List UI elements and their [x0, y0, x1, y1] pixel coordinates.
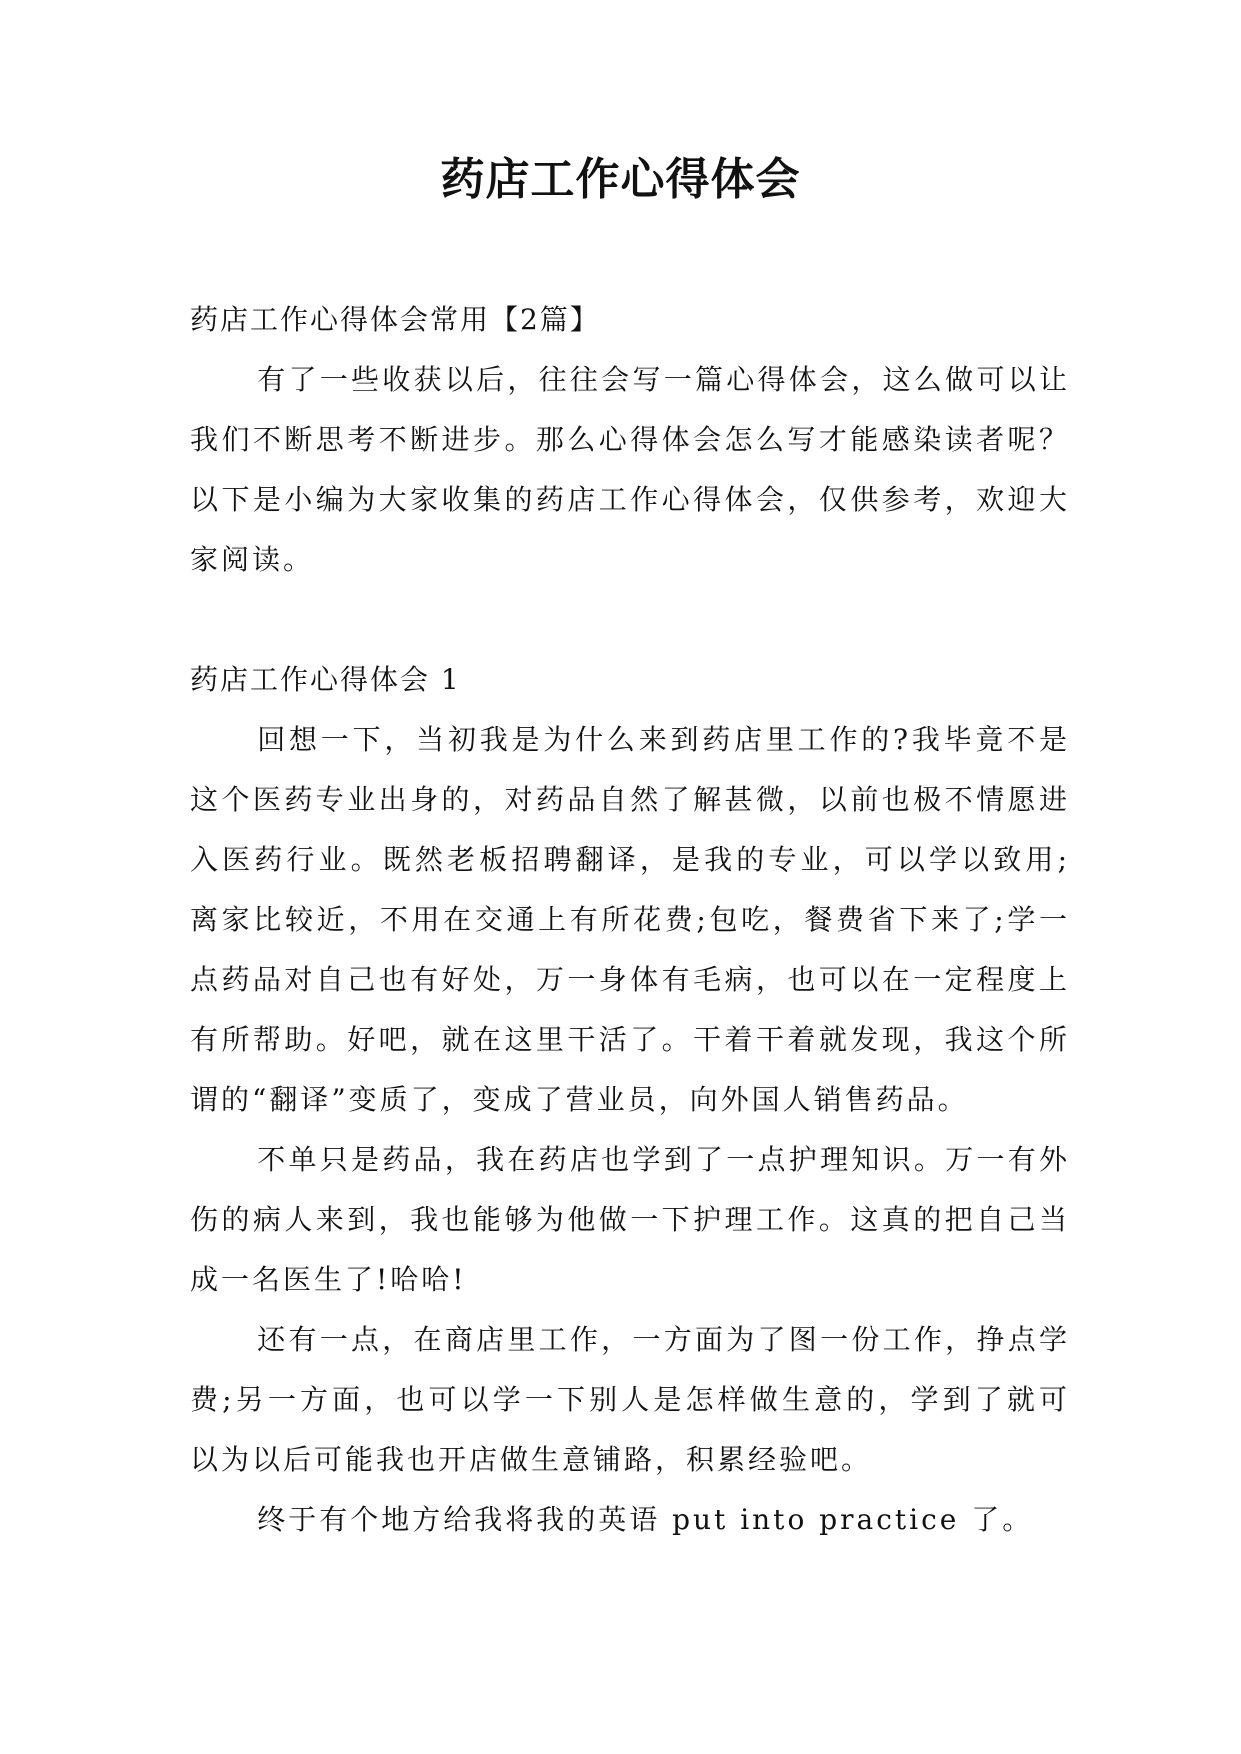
document-body [190, 290, 1070, 1550]
section-heading-1: 药店工作心得体会 1 [190, 663, 461, 696]
document-title: 药店工作心得体会 [440, 154, 801, 205]
body-paragraph: 回想一下，当初我是为什么来到药店里工作的?我毕竟不是这个医药专业出身的，对药品自然了解甚微，以前也极不情愿进入医药行业。既然老板招聘翻译，是我的专业，可以学以致用;离家比较近，不用在交通上有所花费;包吃，餐费省下来了;学一点药品对自己也有好处，万一身体有毛病，也可以在一定程度上有所帮助。好吧，就在这里干活了。干着干着就发现，我这个所谓的“翻译”变质了，变成了营业员，向外国人销售药品。 [190, 723, 1070, 1116]
body-paragraph: 终于有个地方给我将我的英语 put into practice 了。 [257, 1503, 1034, 1536]
document-subtitle: 药店工作心得体会常用【2篇】 [190, 303, 600, 336]
section-spacer [190, 590, 1070, 650]
intro-paragraph: 有了一些收获以后，往往会写一篇心得体会，这么做可以让我们不断思考不断进步。那么心得体会怎么写才能感染读者呢？以下是小编为大家收集的药店工作心得体会，仅供参考，欢迎大家阅读。 [190, 363, 1070, 576]
body-paragraph: 不单只是药品，我在药店也学到了一点护理知识。万一有外伤的病人来到，我也能够为他做一下护理工作。这真的把自己当成一名医生了!哈哈! [190, 1143, 1070, 1296]
body-paragraph: 还有一点，在商店里工作，一方面为了图一份工作，挣点学费;另一方面，也可以学一下别人是怎样做生意的，学到了就可以为以后可能我也开店做生意铺路，积累经验吧。 [190, 1323, 1070, 1476]
